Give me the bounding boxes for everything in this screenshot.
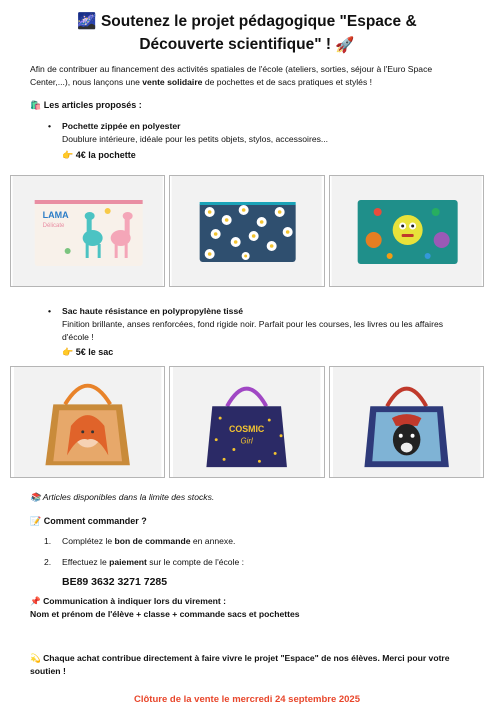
communication-block [30,595,470,621]
cosmic-text: COSMIC [229,423,265,434]
title-line-1: Soutenez le projet pédagogique "Espace & [100,13,417,30]
pouch-price: 👉 4€ la pochette [62,150,136,160]
dog-bag-image [329,366,484,478]
intro-paragraph: Afin de contribuer au financement des activités spatiales de l'école (ateliers, sorties, séjour à l'Euro Space Center,...), nous lançons une vente solidaire de pochettes et de sacs pratiques et stylés ! [30,64,433,87]
dizzy-star-icon: 💫 [30,653,41,663]
rocket-icon: 🚀 [335,36,355,54]
daisy-pouch-image [169,175,324,287]
bag-item [48,305,457,344]
lama-pouch-image [10,175,165,287]
bag-name: Sac haute résistance en polypropylène tissé [62,306,244,316]
lama-subtext: Délicate [42,223,65,229]
communication-text: Nom et prénom de l'élève + classe + commande sacs et pochettes [30,609,300,619]
pointing-hand-icon: 👉 [62,347,74,357]
bullet-dot: • [48,121,52,131]
articles-heading: 🛍️ Les articles proposés : [30,100,142,110]
pouch-name: Pochette zippée en polyester [62,121,181,131]
bag-price: 👉 5€ le sac [62,347,114,357]
stock-note: 📚 Articles disponibles dans la limite des stocks. [30,492,215,502]
pouch-item [48,120,457,146]
memo-icon: 📝 [30,516,42,526]
books-icon: 📚 [30,492,41,502]
galaxy-icon: 🌌 [77,13,97,31]
bag-image-row [10,366,484,478]
order-step-1: 1. Complétez le bon de commande en annexe. [44,536,236,546]
girl-bag-image [10,366,165,478]
bank-account-number: BE89 3632 3271 7285 [62,576,168,588]
shopping-bags-icon: 🛍️ [30,100,42,110]
cosmic-girl-bag-image [169,366,324,478]
pointing-hand-icon: 👉 [62,150,74,160]
page-title [0,10,494,57]
thanks-paragraph: 💫 Chaque achat contribue directement à faire vivre le projet "Espace" de nos élèves. Merci pour votre soutien ! [30,653,450,676]
closing-date: Clôture de la vente le mercredi 24 septembre 2025 [134,694,360,705]
order-step-2: 2. Effectuez le paiement sur le compte de l'école : [44,557,245,567]
lama-text: LAMA [42,210,69,220]
bag-description: Finition brillante, anses renforcées, fond rigide noir. Parfait pour les courses, les livres ou les affaires d'école ! [62,319,444,342]
monster-pouch-image [329,175,484,287]
title-line-2: Découverte scientifique" ! [139,36,332,54]
bullet-dot: • [48,306,52,316]
girl-text: Girl [240,436,254,446]
communication-heading: Communication à indiquer lors du virement : [43,596,226,606]
pushpin-icon: 📌 [30,596,41,606]
order-heading: 📝 Comment commander ? [30,516,147,526]
intro-highlight: vente solidaire [142,77,203,87]
pouch-description: Doublure intérieure, idéale pour les petits objets, stylos, accessoires... [62,134,329,144]
pouch-image-row [10,175,484,287]
